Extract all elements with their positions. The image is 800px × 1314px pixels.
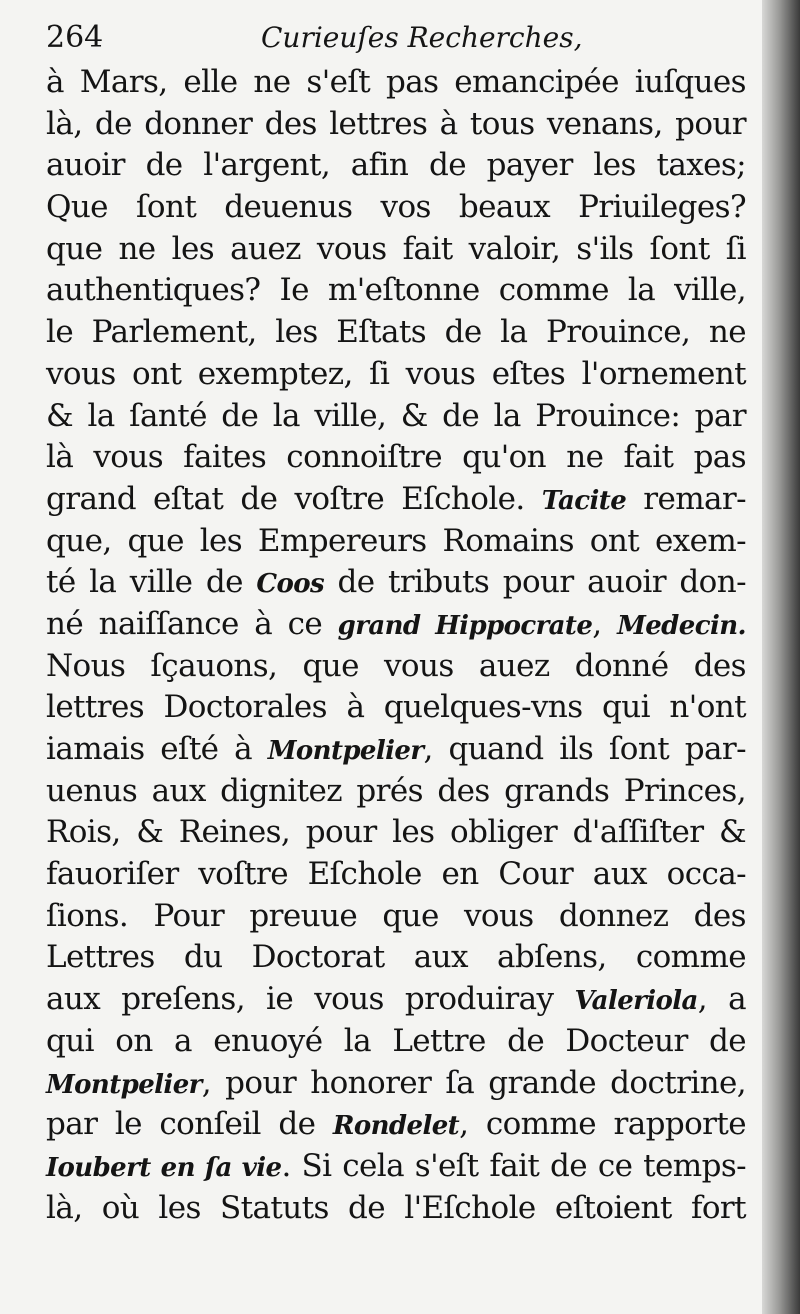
- text-segment: qui on a enuoyé la Lettre de Docteur de: [46, 1022, 746, 1059]
- text-segment: que, que les Empereurs Romains ont exem-: [46, 522, 746, 559]
- text-segment: Que ſont deuenus vos beaux Priuileges?: [46, 189, 746, 226]
- text-segment: vous ont exemptez, ſi vous eſtes l'ornement: [46, 355, 746, 392]
- text-line: [46, 854, 746, 896]
- text-segment: té la ville de: [46, 564, 257, 601]
- italic-text-segment: Rondelet: [332, 1111, 460, 1142]
- text-line: [46, 396, 746, 438]
- text-segment: là vous faites connoiſtre qu'on ne fait pas: [46, 439, 746, 476]
- italic-text-segment: Coos: [256, 569, 325, 600]
- text-segment: ſions. Pour preuue que vous donnez des: [46, 897, 746, 934]
- text-segment: là, de donner des lettres à tous venans, pour: [46, 105, 746, 142]
- text-line: [46, 1021, 746, 1063]
- text-line: [46, 145, 746, 187]
- text-segment: , a: [697, 981, 746, 1018]
- text-line: [46, 312, 746, 354]
- text-segment: . Si cela s'eſt fait de ce temps-: [281, 1147, 746, 1184]
- text-segment: fauoriſer voſtre Eſchole en Cour aux occa-: [46, 856, 746, 893]
- text-line: [46, 187, 746, 229]
- text-segment: Nous ſçauons, que vous auez donné des: [46, 647, 746, 684]
- page-number: 264: [46, 20, 104, 55]
- text-segment: , quand ils ſont par-: [423, 731, 746, 767]
- italic-text-segment: Montpelier: [46, 1069, 202, 1100]
- text-line: [46, 1063, 746, 1105]
- text-segment: ,: [592, 605, 618, 642]
- text-line: [46, 1146, 746, 1188]
- text-segment: & la ſanté de la ville, & de la Prouince: par: [46, 397, 746, 434]
- text-line: [46, 1188, 746, 1230]
- text-segment: là, où les Statuts de l'Eſchole eſtoient fort: [46, 1189, 746, 1226]
- text-line: [46, 437, 746, 479]
- text-segment: que ne les auez vous fait valoir, s'ils ſont ſi: [46, 230, 746, 267]
- text-segment: , pour honorer ſa grande doctrine,: [201, 1064, 746, 1101]
- text-segment: de tributs pour auoir don-: [324, 564, 746, 601]
- body-text: [46, 62, 746, 1229]
- text-segment: par le conſeil de: [46, 1106, 333, 1143]
- italic-text-segment: Tacite: [541, 485, 627, 516]
- text-line: [46, 270, 746, 312]
- text-line: [46, 104, 746, 146]
- italic-text-segment: Medecin.: [617, 610, 746, 641]
- page-header: [46, 18, 746, 58]
- text-line: [46, 896, 746, 938]
- text-line: [46, 562, 746, 604]
- text-line: [46, 604, 746, 646]
- text-segment: auoir de l'argent, afin de payer les taxes;: [46, 147, 746, 184]
- italic-text-segment: Valeriola: [574, 986, 698, 1017]
- text-line: [46, 479, 746, 521]
- text-line: [46, 687, 746, 729]
- text-segment: remar-: [626, 480, 746, 517]
- text-segment: lettres Doctorales à quelques-vns qui n'ont: [46, 689, 746, 726]
- italic-text-segment: Ioubert en ſa vie: [46, 1152, 282, 1183]
- text-line: [46, 812, 746, 854]
- text-segment: authentiques? Ie m'eſtonne comme la ville,: [46, 272, 746, 309]
- text-segment: iamais eſté à: [46, 731, 268, 767]
- text-line: [46, 521, 746, 563]
- text-line: [46, 937, 746, 979]
- text-line: [46, 354, 746, 396]
- text-line: [46, 62, 746, 104]
- text-segment: le Parlement, les Eſtats de la Prouince, ne: [46, 314, 746, 351]
- text-segment: uenus aux dignitez prés des grands Princes,: [46, 772, 746, 809]
- text-segment: à Mars, elle ne s'eſt pas emancipée iuſques: [46, 64, 746, 100]
- text-line: [46, 979, 746, 1021]
- text-segment: aux preſens, ie vous produiray: [46, 981, 575, 1018]
- text-line: [46, 646, 746, 688]
- text-line: [46, 729, 746, 771]
- text-segment: Rois, & Reines, pour les obliger d'aſſiſter &: [46, 814, 746, 851]
- text-segment: Lettres du Doctorat aux abſens, comme: [46, 939, 746, 976]
- text-segment: , comme rapporte: [459, 1106, 746, 1143]
- italic-text-segment: grand Hippocrate: [337, 610, 593, 641]
- text-line: [46, 771, 746, 813]
- page-gutter-shadow: [762, 0, 800, 1314]
- italic-text-segment: Montpelier: [267, 736, 424, 766]
- text-line: [46, 1104, 746, 1146]
- text-segment: né naiſſance à ce: [46, 605, 338, 642]
- running-title: Curieuſes Recherches,: [261, 21, 583, 54]
- text-line: [46, 229, 746, 271]
- text-segment: grand eſtat de voſtre Eſchole.: [46, 480, 542, 517]
